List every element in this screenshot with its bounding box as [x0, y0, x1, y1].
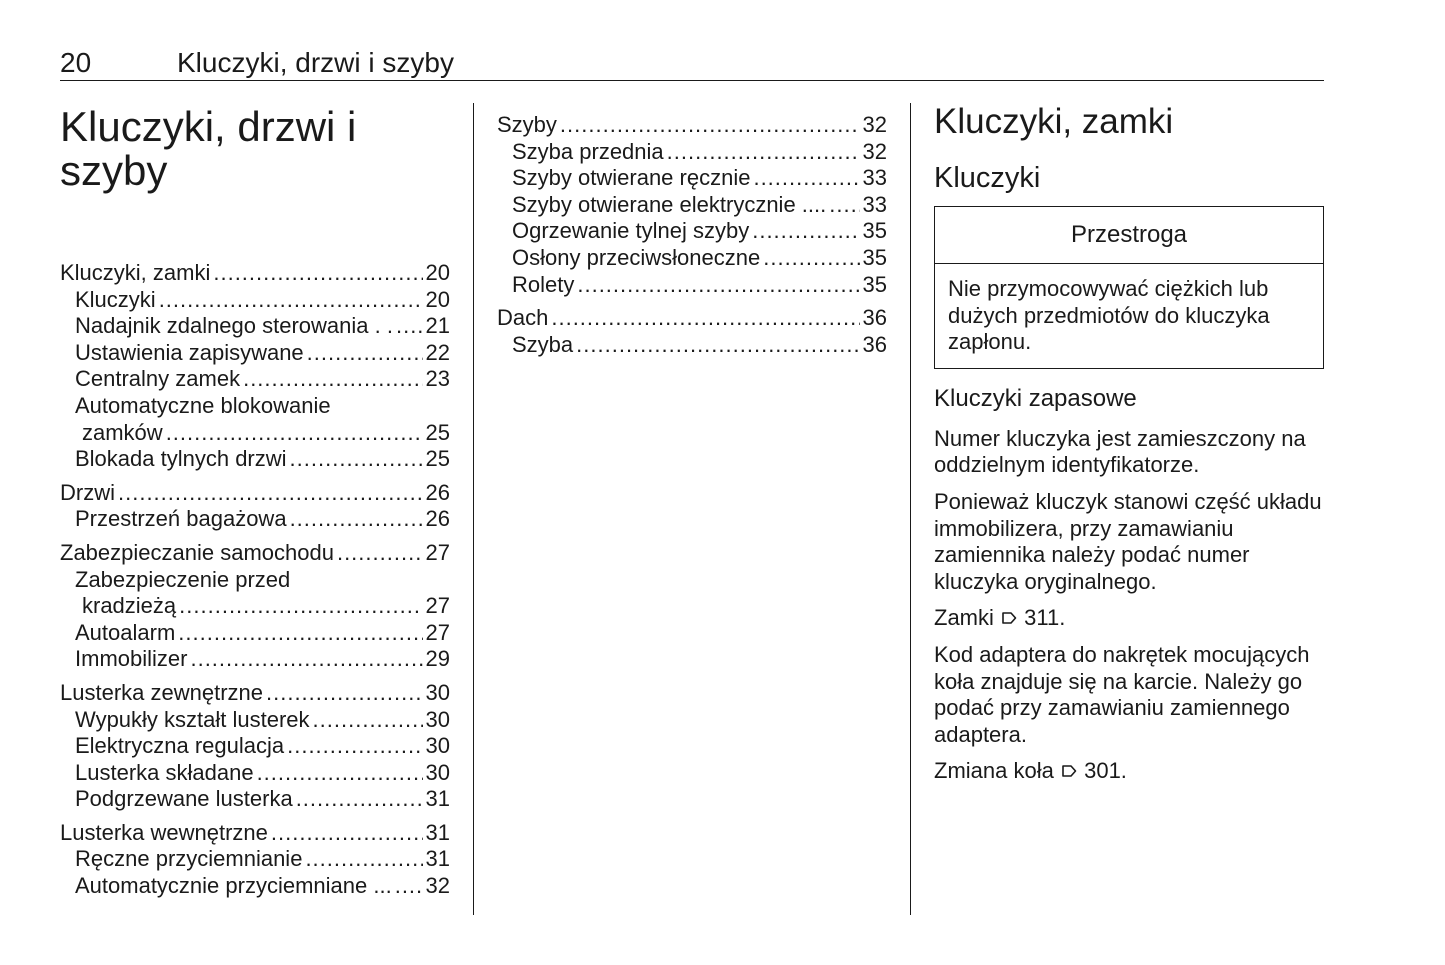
toc-leader-dots	[337, 540, 423, 567]
toc-entry-main[interactable]	[497, 112, 887, 139]
toc-leader-dots	[560, 112, 860, 139]
toc-leader-dots	[307, 340, 423, 367]
toc-leader-dots	[395, 873, 423, 900]
toc-page-number: 32	[862, 112, 887, 137]
toc-entry-label: Szyba przednia	[512, 138, 664, 164]
toc-leader-dots	[667, 139, 860, 166]
toc-entry-sub[interactable]	[60, 646, 450, 673]
page-header	[60, 46, 1324, 81]
paragraph: Kod adaptera do nakrętek mocujących koła znajduje się na karcie. Należy go podać przy zamawianiu zamiennego adaptera.	[934, 641, 1310, 747]
toc-page-number: 23	[425, 366, 450, 392]
table-of-contents-column-1	[60, 260, 450, 900]
section-title: Kluczyki, zamki	[934, 102, 1174, 141]
toc-entry-label: Zabezpieczanie samochodu	[60, 539, 334, 565]
toc-entry-sub[interactable]	[60, 340, 450, 367]
toc-leader-dots	[271, 820, 423, 847]
toc-entry-label: Rolety	[512, 271, 575, 297]
toc-page-number: 30	[425, 679, 450, 705]
subsection-title: Kluczyki	[934, 162, 1041, 194]
toc-leader-dots	[190, 646, 422, 673]
toc-entry-label: Automatycznie przyciemniane ...	[75, 873, 392, 899]
toc-entry-sub[interactable]	[60, 786, 450, 813]
toc-leader-dots	[396, 313, 423, 340]
toc-entry-main[interactable]	[60, 480, 450, 507]
toc-entry-label: Blokada tylnych drzwi	[75, 446, 287, 472]
toc-page-number: 20	[425, 286, 450, 312]
toc-leader-dots	[296, 786, 423, 813]
toc-leader-dots	[763, 245, 859, 272]
section-column	[934, 100, 1324, 785]
toc-entry-label: Immobilizer	[75, 646, 188, 672]
toc-leader-dots	[166, 420, 423, 447]
toc-entry-main[interactable]	[60, 260, 450, 287]
toc-entry-label: Szyby	[497, 112, 557, 137]
toc-entry-line: Automatyczne blokowanie	[75, 392, 331, 418]
toc-leader-dots	[257, 760, 423, 787]
toc-entry-line: Zabezpieczenie przed	[75, 566, 291, 592]
toc-entry-sub[interactable]	[60, 593, 450, 620]
page-number: 20	[60, 47, 92, 78]
toc-entry-label: Przestrzeń bagażowa	[75, 506, 287, 532]
toc-entry-main[interactable]	[60, 540, 450, 567]
toc-page-number: 22	[425, 339, 450, 365]
toc-entry-label: Ogrzewanie tylnej szyby	[512, 218, 750, 244]
cross-reference-label: Zamki	[934, 605, 994, 631]
toc-page-number: 35	[862, 271, 887, 297]
toc-page-number: 35	[862, 244, 887, 270]
toc-leader-dots	[159, 287, 423, 314]
toc-leader-dots	[576, 332, 859, 359]
column-divider	[473, 103, 474, 915]
toc-page-number: 29	[425, 646, 450, 672]
toc-entry-label: Elektryczna regulacja	[75, 733, 285, 759]
toc-page-number: 20	[425, 260, 450, 285]
toc-leader-dots	[266, 680, 423, 707]
toc-leader-dots	[305, 846, 422, 873]
toc-entry-sub[interactable]	[497, 332, 887, 359]
warning-title: Przestroga	[935, 207, 1323, 264]
toc-entry-label: Centralny zamek	[75, 366, 241, 392]
toc-entry-label: Kluczyki, zamki	[60, 260, 211, 285]
toc-entry-sub[interactable]	[60, 760, 450, 787]
toc-page-number: 25	[425, 419, 450, 445]
warning-box	[934, 206, 1324, 369]
toc-page-number: 31	[425, 819, 450, 845]
minor-heading: Kluczyki zapasowe	[934, 384, 1137, 412]
pointer-arrow-icon	[1060, 758, 1078, 785]
toc-entry-label: Nadajnik zdalnego sterowania . .	[75, 313, 393, 339]
warning-text: Nie przymocowywać ciężkich lub dużych przedmiotów do kluczyka zapłonu.	[948, 276, 1270, 355]
toc-leader-dots	[243, 366, 422, 393]
toc-page-number: 21	[425, 313, 450, 339]
toc-entry-sub[interactable]	[497, 218, 887, 245]
cross-reference-page: 311.	[1024, 605, 1066, 631]
toc-entry-label: Szyby otwierane elektrycznie ....	[512, 191, 827, 217]
toc-page-number: 31	[425, 846, 450, 872]
toc-entry-sub[interactable]	[60, 707, 450, 734]
toc-page-number: 27	[425, 593, 450, 619]
cross-reference[interactable]	[934, 605, 1324, 632]
toc-entry-label: zamków	[82, 419, 163, 445]
toc-entry-label: kradzieżą	[82, 593, 177, 619]
toc-entry-label: Dach	[497, 305, 549, 331]
paragraph: Ponieważ kluczyk stanowi część układu immobilizera, przy zamawianiu zamiennika należy podać numer kluczyka oryginalnego.	[934, 488, 1322, 594]
toc-entry-main[interactable]	[497, 305, 887, 332]
chapter-title: Kluczyki, drzwi i szyby	[60, 103, 357, 194]
toc-entry-sub[interactable]	[60, 313, 450, 340]
toc-page-number: 36	[862, 305, 887, 331]
toc-entry-sub[interactable]	[60, 873, 450, 900]
toc-entry-sub[interactable]	[60, 446, 450, 473]
toc-entry-label: Lusterka wewnętrzne	[60, 819, 268, 845]
toc-entry-label: Ręczne przyciemnianie	[75, 846, 303, 872]
toc-page-number: 30	[425, 759, 450, 785]
toc-entry-sub[interactable]	[497, 272, 887, 299]
toc-page-number: 30	[425, 706, 450, 732]
toc-entry-sub[interactable]	[60, 620, 450, 647]
pointer-arrow-icon	[1000, 605, 1018, 632]
toc-leader-dots	[313, 707, 423, 734]
toc-entry-main[interactable]	[60, 680, 450, 707]
toc-page-number: 25	[425, 446, 450, 472]
toc-entry-label: Drzwi	[60, 479, 115, 505]
toc-entry-sub[interactable]	[60, 733, 450, 760]
cross-reference-page: 301.	[1084, 758, 1127, 784]
toc-entry-label: Szyba	[512, 331, 574, 357]
toc-leader-dots	[290, 446, 423, 473]
toc-page-number: 32	[425, 873, 450, 899]
toc-leader-dots	[577, 272, 859, 299]
toc-entry-label: Autoalarm	[75, 619, 176, 645]
toc-leader-dots	[752, 218, 859, 245]
toc-leader-dots	[213, 260, 422, 287]
toc-page-number: 26	[425, 506, 450, 532]
toc-page-number: 35	[862, 218, 887, 244]
toc-entry-label: Lusterka składane	[75, 759, 254, 785]
table-of-contents-column-2	[497, 112, 887, 358]
toc-entry-label: Kluczyki	[75, 286, 156, 312]
toc-leader-dots	[753, 165, 859, 192]
toc-entry-sub[interactable]	[497, 165, 887, 192]
toc-page-number: 27	[425, 539, 450, 565]
toc-page-number: 32	[862, 138, 887, 164]
toc-entry-label: Podgrzewane lusterka	[75, 786, 293, 812]
toc-page-number: 30	[425, 733, 450, 759]
toc-page-number: 33	[862, 165, 887, 191]
column-divider	[910, 103, 911, 915]
toc-leader-dots	[290, 506, 423, 533]
toc-entry-label: Szyby otwierane ręcznie	[512, 165, 751, 191]
toc-leader-dots	[179, 593, 422, 620]
toc-entry-sub[interactable]	[60, 846, 450, 873]
running-title: Kluczyki, drzwi i szyby	[177, 47, 454, 78]
toc-entry-label: Lusterka zewnętrzne	[60, 679, 263, 705]
toc-leader-dots	[118, 480, 423, 507]
toc-page-number: 36	[862, 331, 887, 357]
paragraph: Numer kluczyka jest zamieszczony na oddzielnym identyfikatorze.	[934, 425, 1306, 478]
toc-page-number: 33	[862, 191, 887, 217]
toc-page-number: 26	[425, 479, 450, 505]
toc-leader-dots	[551, 305, 859, 332]
cross-reference[interactable]	[934, 758, 1324, 785]
cross-reference-label: Zmiana koła	[934, 758, 1054, 784]
toc-entry-label: Wypukły kształt lusterek	[75, 706, 310, 732]
toc-entry-sub[interactable]	[497, 192, 887, 219]
toc-leader-dots	[829, 192, 859, 219]
toc-entry-sub[interactable]	[60, 506, 450, 533]
toc-leader-dots	[178, 620, 422, 647]
toc-entry-label: Osłony przeciwsłoneczne	[512, 244, 761, 270]
toc-entry-sub[interactable]	[60, 420, 450, 447]
toc-page-number: 31	[425, 786, 450, 812]
toc-page-number: 27	[425, 619, 450, 645]
toc-entry-label: Ustawienia zapisywane	[75, 339, 304, 365]
toc-entry-sub[interactable]	[497, 245, 887, 272]
toc-entry-main[interactable]	[60, 820, 450, 847]
toc-entry-sub[interactable]	[60, 287, 450, 314]
toc-leader-dots	[287, 733, 422, 760]
toc-entry-sub[interactable]	[60, 366, 450, 393]
toc-entry-sub[interactable]	[497, 139, 887, 166]
